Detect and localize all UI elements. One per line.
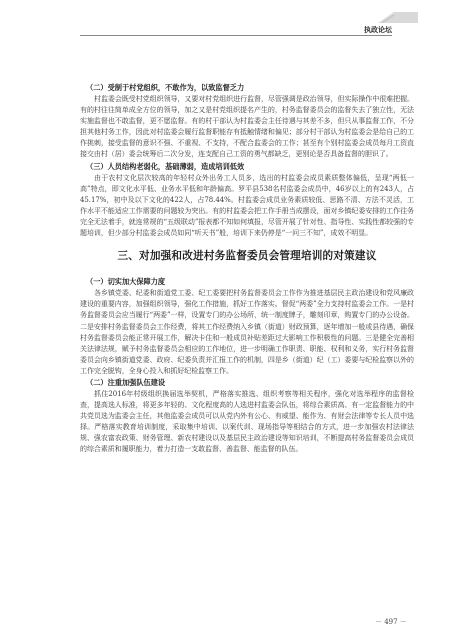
subheading-personnel: （三）人员结构老弱化，基础薄弱，造成培训低效 bbox=[86, 161, 245, 171]
subheading-control-weak: （二）受制于村党组织，不敢作为，以致监督乏力 bbox=[86, 83, 245, 92]
header-decoration-icon bbox=[378, 11, 420, 24]
paragraph-control-weak: 村监委会既受村党组织领导，又要对村党组织进行监督，尽管强调是政治领导，但实际操作中很难把握。有的村往往简单成全方位的领导，加之又是村党组织提名产生的，村务监督委员会的监督失去了独立性，无法实施监督也不敢监督，更不愿监督。有的村干部认为村监委会主任待遇与其差不多，但只从事监督工作，不分担其他村务工作，因此对村监委会履行监督职能存有抵触情绪和偏见；部分村干部认为村监委会是给自己的工作挑刺，接受监督的意识不强、不重视、不支持，不配合监委会的工作；甚至有个别村监委会成员每月工资直接交由村（居）委会统筹后二次分发，连支配自己工资的勇气都缺乏，更别论是否具备监督的胆识了。 bbox=[80, 95, 414, 159]
column-label: 执政论坛 bbox=[364, 26, 392, 34]
paragraph-guarantee: 各乡镇党委、纪委和街道党工委、纪工委要把村务监督委员会工作作为推进基层民主政治建设和党风廉政建设的重要内容，加强组织领导，强化工作措施，抓好工作落实。督促“两委”全力支持村监委会工作。一是村务监督委员会应当履行“两委”一样，设置专门的办公场所，统一制度牌子，雕刻印章，购置专门的办公设备。二是安排村务监督委员会工作经费，将其工作经费纳入乡镇（街道）财政预算，逐年增加一般或县待遇，确保村务监督委员会能正常开展工作，解决卡住和一般成员补贴差距过大影响工作积极性的问题。三是健全完善相关法律法规，赋予村务监督委员会相应的工作地位，进一步明确工作职责、职能、权利和义务，实行村务监督委员会向乡镇街道党委、政府、纪委负责并汇报工作的机制，四是乡（街道）纪（工）委要与纪检监察以外的工作完全脱钩，全身心投入和抓好纪检监察工作。 bbox=[80, 289, 414, 375]
subheading-guarantee: （一）切实加大保障力度 bbox=[86, 277, 166, 287]
paragraph-team-building: 抓住2016年村级组织换届选举契机，严格落实推选、组织考察等相关程序，强化对选举程序的监督检查，提高选人标准，将更多年轻的、文化程度高的人选进村监委会队伍，将综合素质高、有一定监督能力的中共党员选为监委会主任，其他监委会成员可以从党内外有公心、有威望、能作为、有财会法律等专长人员中选择。严格落实教育培训制度，采取集中培训、以案代训、现场指导等相结合的方式，进一步加强农村法律法规、强农富农政策、财务管理、新农村建设以及基层民主政治建设等知识培训，不断提高村务监督委员会成员的综合素质和履职能力，着力打造一支敢监督、善监督、能监督的队伍。 bbox=[80, 389, 414, 454]
paragraph-personnel: 由于农村文化层次较高的年轻村众外出务工人员多，选出的村监委会成员素质整体偏低，呈现“两低一高”特点，即文化水平低、业务水平低和年龄偏高。罗平县538名村监委会成员中，46岁以上的有243人，占45.17%，初中及以下文化的422人，占78.44%。村监委会成员业务素质较低、思路不清、方法不灵活，工作水平不能适应工作需要的问题较为突出。有的村监委会把工作手册当成摆设，面对乡镇纪委安排的工作往务完全无法着手，就连常规的“五级联动”报表都不知如何填报，尽管开展了针对性、指导性、实践性都较强的专题培训，但少部分村监委会成员如同“听天书”般，培训下来仍停是“一问三不知”，成效不明显。 bbox=[80, 173, 414, 238]
header-rule bbox=[80, 35, 392, 36]
article-body bbox=[80, 82, 414, 456]
page-number: － 497 － bbox=[375, 618, 407, 626]
subheading-team-building: （二）注重加强队伍建设 bbox=[86, 377, 166, 387]
section-title: 三、对加强和改进村务监督委员会管理培训的对策建议 bbox=[117, 250, 377, 263]
